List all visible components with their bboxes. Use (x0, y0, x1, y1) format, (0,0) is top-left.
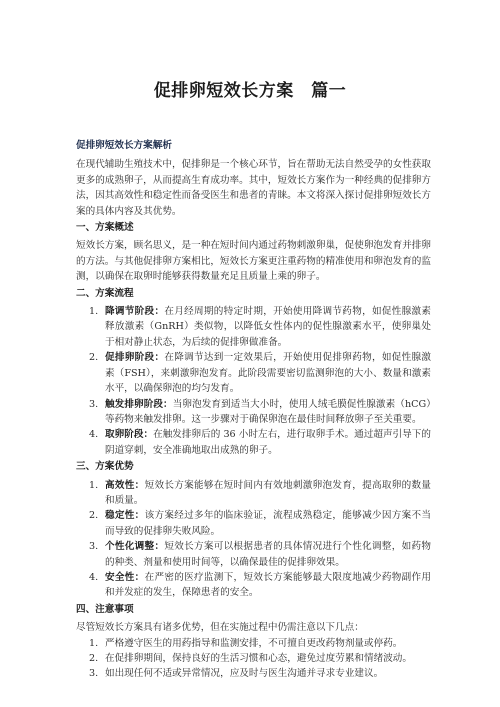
section-heading-overview: 一、方案概述 (76, 222, 134, 234)
notes-intro-paragraph: 尽管短效长方案具有诸多优势，但在实施过程中仍需注意以下几点： (76, 622, 364, 634)
list-item: 1. 高效性：短效长方案能够在短时间内有效地刺激卵泡发育，提高取卵的数量和质量。 (89, 479, 432, 506)
list-item: 4. 安全性：在严密的医疗监测下，短效长方案能够最大限度地减少药物副作用和并发症的发生，保障患者的安全。 (89, 571, 432, 599)
list-item: 3. 如出现任何不适或异常情况，应及时与医生沟通并寻求专业建议。 (89, 668, 384, 680)
intro-paragraph: 在现代辅助生殖技术中，促排卵是一个核心环节，旨在帮助无法自然受孕的女性获取更多的成熟卵子，从而提高生育成功率。其中，短效长方案作为一种经典的促排卵方法，因其高效性和稳定性而备受医生和患者的青睐。本文将深入探讨促排卵短效长方案的具体内容及其优势。 (76, 159, 431, 217)
list-item: 1. 严格遵守医生的用药指导和监测安排，不可擅自更改药物剂量或停药。 (89, 637, 403, 649)
advantages-list (76, 478, 431, 601)
list-item: 1. 降调节阶段：在月经周期的特定时期，开始使用降调节药物，如促性腺激素释放激素（GnRH）类似物，以降低女性体内的促性腺激素水平，使卵巢处于相对静止状态，为后续的促排卵做准备。 (89, 306, 432, 348)
list-item: 4. 取卵阶段：在触发排卵后的 36 小时左右，进行取卵手术。通过超声引导下的阴道穿刺，安全准确地取出成熟的卵子。 (89, 429, 431, 456)
document-body (76, 138, 431, 682)
article-subtitle: 促排卵短效长方案解析 (76, 140, 172, 151)
overview-paragraph: 短效长方案，顾名思义，是一种在短时间内通过药物刺激卵巢，促使卵泡发育并排卵的方法。与其他促排卵方案相比，短效长方案更注重药物的精准使用和卵泡发育的监测，以确保在取卵时能够获得数量充足且质量上乘的卵子。 (76, 240, 431, 283)
list-item: 2. 稳定性：该方案经过多年的临床验证，流程成熟稳定，能够减少因方案不当而导致的促排卵失败风险。 (89, 510, 432, 537)
process-list (76, 304, 431, 458)
section-heading-advantages: 三、方案优势 (76, 461, 134, 473)
list-item: 3. 触发排卵阶段：当卵泡发育到适当大小时，使用人绒毛膜促性腺激素（hCG）等药物来触发排卵。这一步骤对于确保卵泡在最佳时间释放卵子至关重要。 (89, 398, 431, 425)
document-title: 促排卵短效长方案 篇一 (153, 81, 347, 101)
section-heading-process: 二、方案流程 (76, 287, 134, 299)
list-item: 2. 在促排卵期间，保持良好的生活习惯和心态，避免过度劳累和情绪波动。 (89, 653, 412, 664)
list-item: 2. 促排卵阶段：在降调节达到一定效果后，开始使用促排卵药物，如促性腺激素（FSH），来刺激卵泡发育。此阶段需要密切监测卵泡的大小、数量和激素水平，以确保卵泡的均匀发育。 (89, 352, 432, 395)
section-heading-notes: 四、注意事项 (76, 603, 134, 615)
list-item: 3. 个性化调整：短效长方案可以根据患者的具体情况进行个性化调整，如药物的种类、剂量和使用时间等，以确保最佳的促排卵效果。 (89, 541, 432, 568)
notes-list (76, 636, 431, 682)
